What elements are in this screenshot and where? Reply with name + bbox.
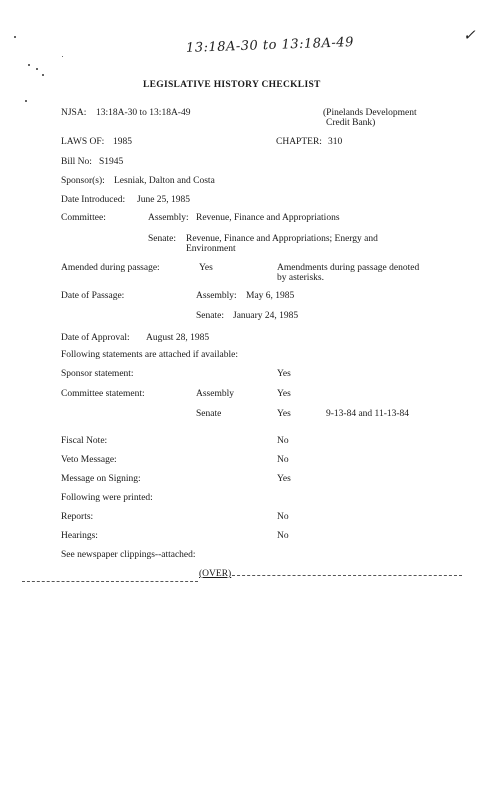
scan-speck [28, 64, 30, 66]
passage-assembly-label: Assembly: [196, 291, 237, 301]
committee-statement-label: Committee statement: [61, 389, 145, 399]
scan-speck [25, 100, 27, 102]
veto-message-label: Veto Message: [61, 455, 117, 465]
following-printed-heading: Following were printed: [61, 493, 153, 503]
over-marker: (OVER) [199, 569, 232, 579]
laws-of-label: LAWS OF: [61, 137, 105, 147]
committee-statement-assembly-label: Assembly [196, 389, 234, 399]
handwritten-reference: 13:18A-30 to 13:18A-49 [185, 35, 355, 56]
following-attached-heading: Following statements are attached if available: [61, 350, 239, 360]
njsa-value: 13:18A-30 to 13:18A-49 [96, 108, 191, 118]
committee-label: Committee: [61, 213, 106, 223]
committee-statement-assembly-value: Yes [277, 389, 291, 399]
message-on-signing-label: Message on Signing: [61, 474, 141, 484]
njsa-note-line2: Credit Bank) [326, 118, 376, 128]
scan-speck [36, 68, 38, 70]
scan-speck [14, 36, 16, 38]
committee-senate-value-line1: Revenue, Finance and Appropriations; Energy and [186, 234, 378, 244]
dashed-rule-right [232, 575, 462, 576]
fiscal-note-value: No [277, 436, 289, 446]
date-introduced-label: Date Introduced: [61, 195, 126, 205]
date-of-approval-label: Date of Approval: [61, 333, 130, 343]
check-mark: ✓ [463, 26, 477, 44]
committee-senate-label: Senate: [148, 234, 176, 244]
amended-label: Amended during passage: [61, 263, 160, 273]
chapter-value: 310 [328, 137, 343, 147]
hearings-value: No [277, 531, 289, 541]
scan-speck [42, 74, 44, 76]
amended-value: Yes [199, 263, 213, 273]
committee-statement-senate-value: Yes [277, 409, 291, 419]
reports-value: No [277, 512, 289, 522]
passage-senate-label: Senate: [196, 311, 224, 321]
reports-label: Reports: [61, 512, 94, 522]
passage-assembly-value: May 6, 1985 [246, 291, 295, 301]
bill-no-value: S1945 [99, 157, 124, 167]
committee-statement-senate-dates: 9-13-84 and 11-13-84 [326, 409, 410, 419]
date-of-passage-label: Date of Passage: [61, 291, 125, 301]
date-introduced-value: June 25, 1985 [137, 195, 191, 205]
message-on-signing-value: Yes [277, 474, 291, 484]
amended-note-line2: by asterisks. [277, 273, 324, 283]
njsa-label: NJSA: [61, 108, 87, 118]
sponsor-statement-label: Sponsor statement: [61, 369, 134, 379]
date-of-approval-value: August 28, 1985 [146, 333, 210, 343]
committee-statement-senate-label: Senate [196, 409, 222, 419]
scan-speck [62, 56, 63, 57]
amended-note-line1: Amendments during passage denoted [277, 263, 420, 273]
veto-message-value: No [277, 455, 289, 465]
njsa-note-line1: (Pinelands Development [323, 108, 417, 118]
laws-of-value: 1985 [113, 137, 132, 147]
fiscal-note-label: Fiscal Note: [61, 436, 108, 446]
committee-assembly-label: Assembly: [148, 213, 189, 223]
committee-senate-value-line2: Environment [186, 244, 236, 254]
hearings-label: Hearings: [61, 531, 98, 541]
chapter-label: CHAPTER: [276, 137, 322, 147]
dashed-rule-left [22, 581, 198, 582]
page-title: LEGISLATIVE HISTORY CHECKLIST [143, 80, 321, 90]
committee-assembly-value: Revenue, Finance and Appropriations [196, 213, 340, 223]
sponsor-statement-value: Yes [277, 369, 291, 379]
newspaper-clippings-note: See newspaper clippings--attached: [61, 550, 196, 560]
passage-senate-value: January 24, 1985 [233, 311, 299, 321]
sponsors-value: Lesniak, Dalton and Costa [114, 176, 215, 186]
bill-no-label: Bill No: [61, 157, 92, 167]
sponsors-label: Sponsor(s): [61, 176, 105, 186]
